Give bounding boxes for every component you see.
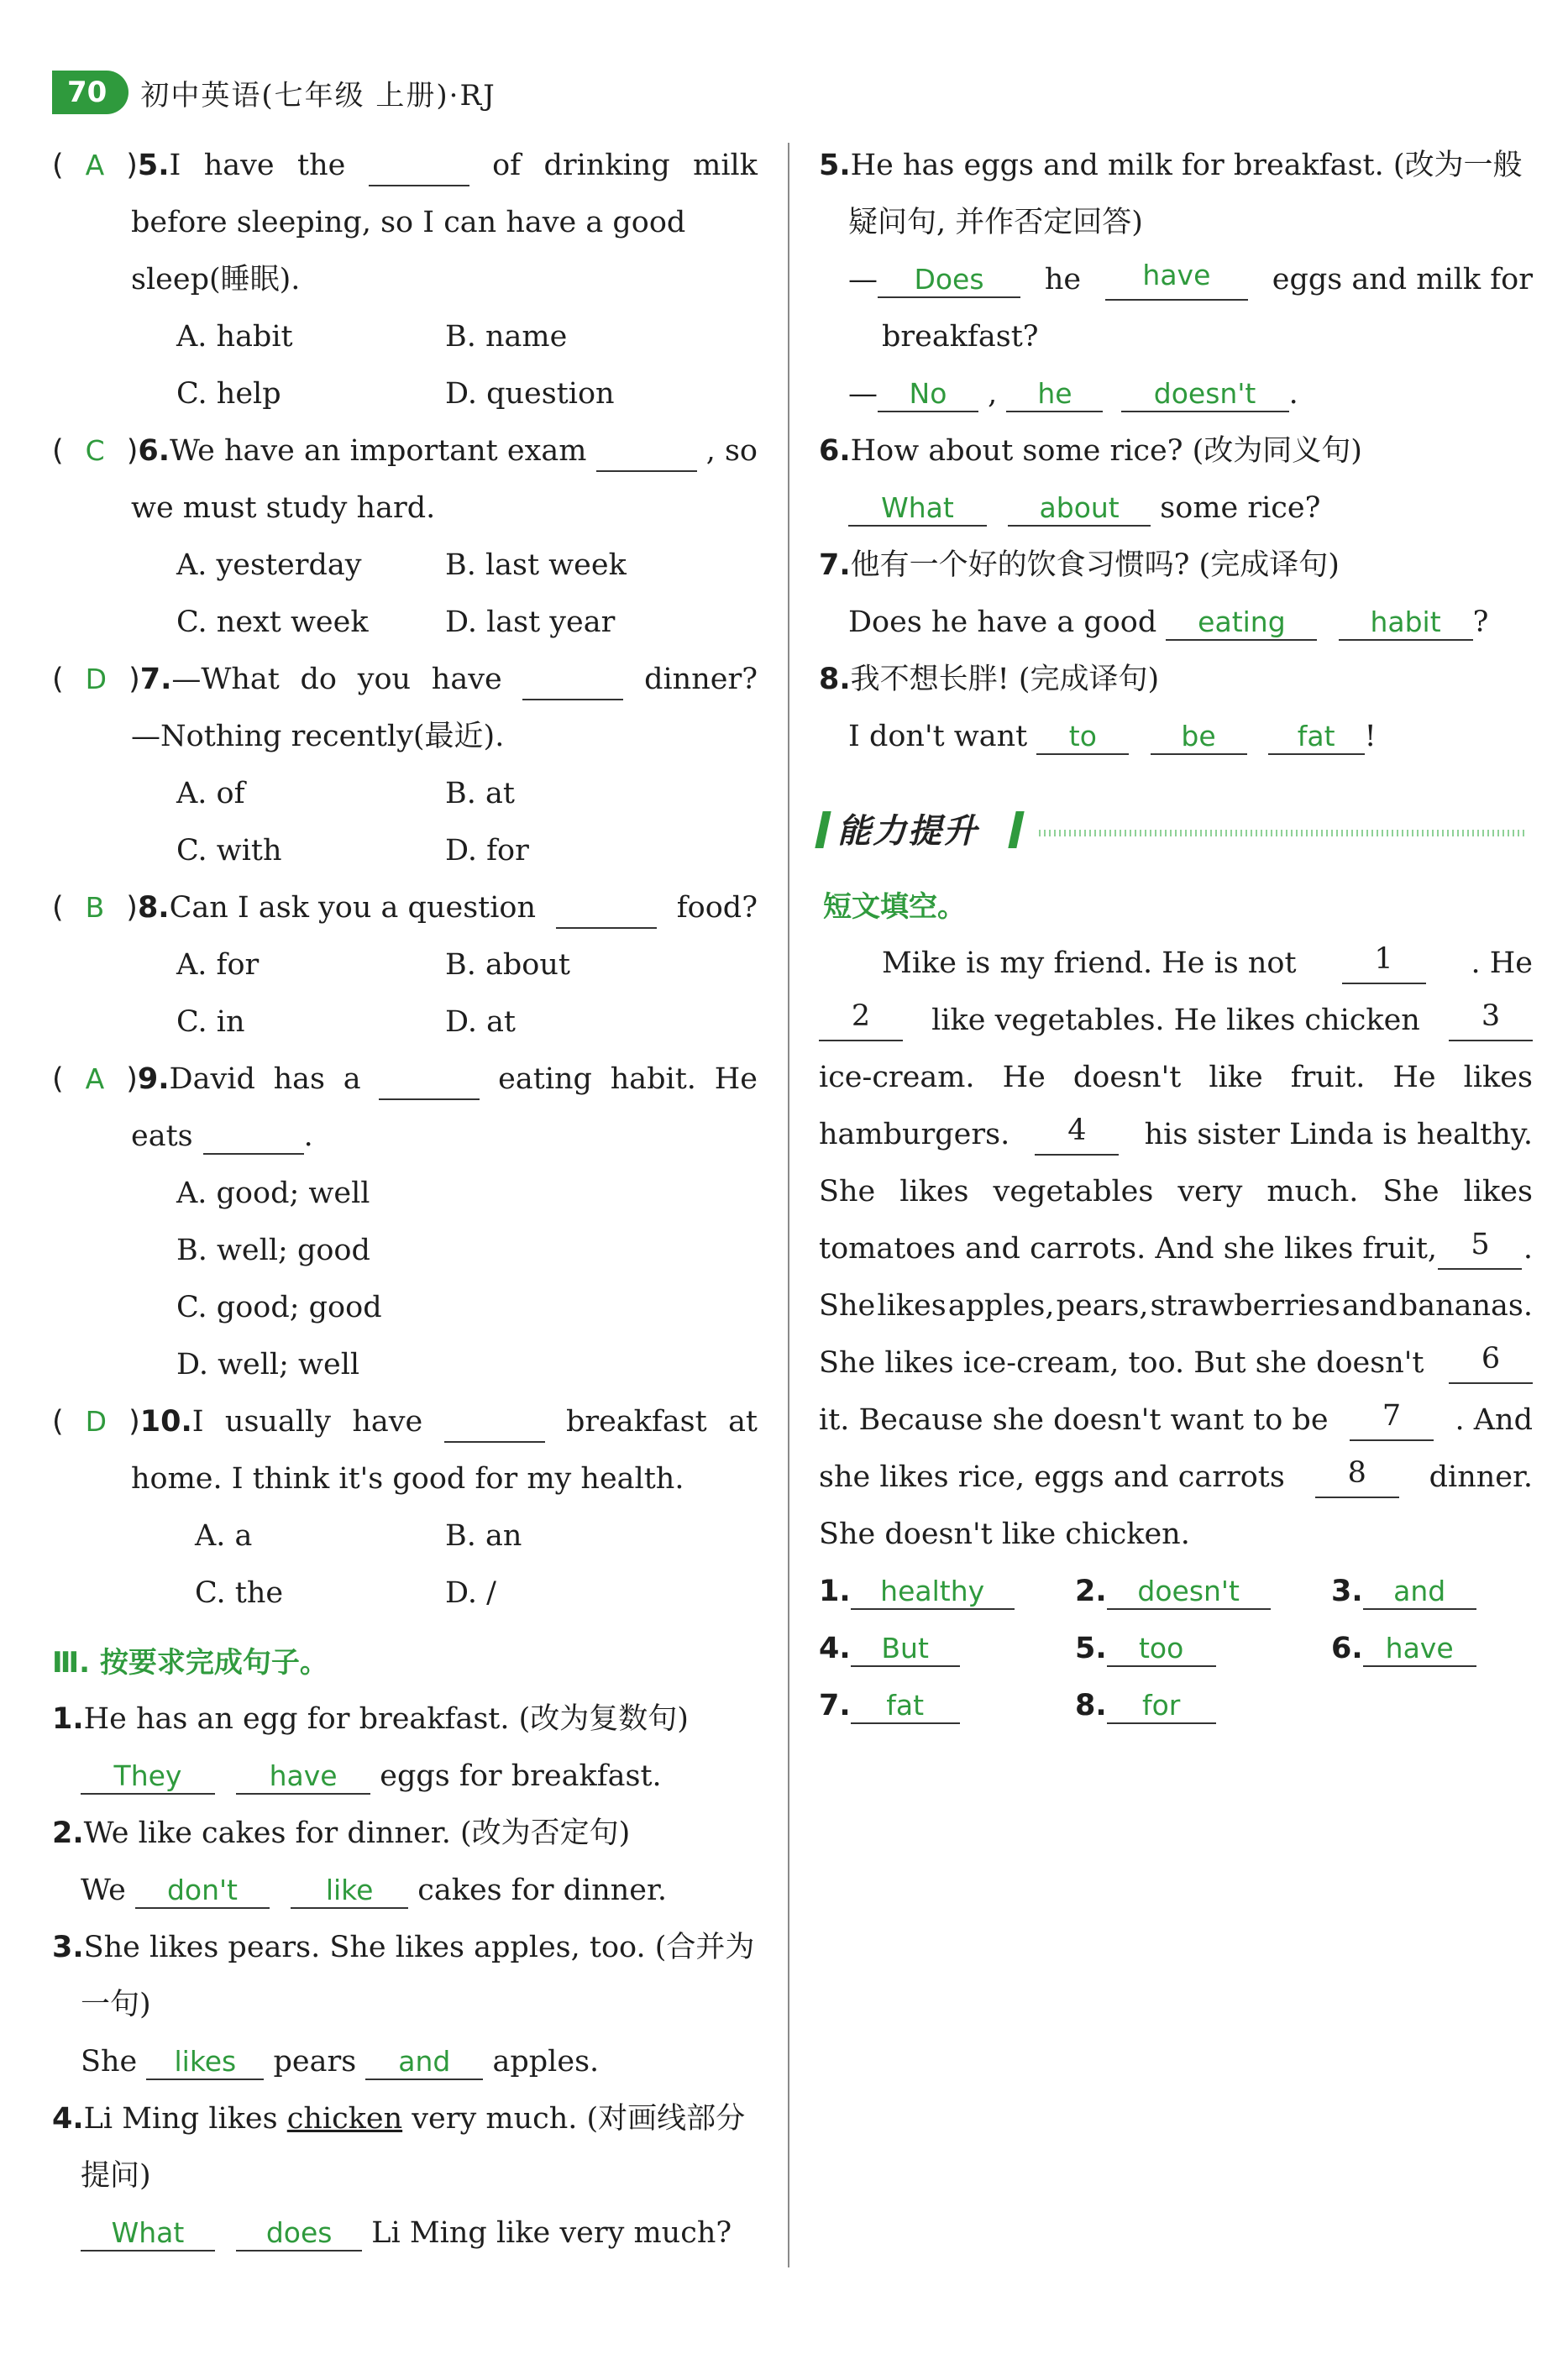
mc-option[interactable]: D. last year <box>445 605 616 639</box>
task-5-question-cont: 疑问句, 并作否定回答) <box>848 206 1143 239</box>
mc-question-cont: we must study hard. <box>131 491 436 525</box>
mc-option[interactable]: A. a <box>195 1519 253 1553</box>
answer-blank[interactable]: fat <box>1268 720 1365 755</box>
task-5-answer-2: — No , he doesn't . <box>848 377 1298 411</box>
passage-line: she likes rice, eggs and carrots 8 dinner. <box>819 1456 1533 1498</box>
answer-blank[interactable]: eating <box>1166 605 1317 641</box>
task-2-question: 2.We like cakes for dinner. (改为否定句) <box>52 1816 631 1850</box>
answer-blank[interactable]: Does <box>878 263 1020 298</box>
mc-answer[interactable]: B <box>85 891 105 924</box>
cloze-answer: 4. But <box>819 1628 960 1670</box>
mc-option[interactable]: B. at <box>445 777 515 810</box>
answer-blank[interactable]: have <box>1105 259 1248 301</box>
mc-question-cont: home. I think it's good for my health. <box>131 1462 684 1496</box>
answer-blank[interactable]: doesn't <box>1107 1575 1271 1610</box>
mc-question-line: ( B )8.Can I ask you a question food? <box>52 887 758 929</box>
answer-blank[interactable]: They <box>81 1759 215 1795</box>
answer-blank[interactable]: likes <box>146 2045 264 2080</box>
banner-bar-left <box>815 811 831 848</box>
answer-blank[interactable]: about <box>1008 491 1151 527</box>
answer-blank[interactable]: healthy <box>851 1575 1015 1610</box>
cloze-answer: 3. and <box>1331 1570 1476 1612</box>
mc-option[interactable]: A. of <box>176 777 245 810</box>
answer-blank[interactable]: have <box>1363 1632 1476 1667</box>
page-header <box>52 69 496 116</box>
column-divider <box>788 143 789 2267</box>
question-number: 10. <box>139 1405 192 1439</box>
task-5-question: 5.He has eggs and milk for breakfast. (改为一般 <box>819 149 1523 182</box>
question-number: 6. <box>138 434 170 468</box>
mc-option[interactable]: B. name <box>445 320 568 354</box>
task-8-answer: I don't want to be fat ! <box>848 720 1377 753</box>
answer-blank[interactable] <box>369 144 469 186</box>
cloze-answer: 7. fat <box>819 1685 960 1727</box>
answer-blank[interactable] <box>444 1401 545 1443</box>
mc-option[interactable]: C. with <box>176 834 282 868</box>
task-2-answer: We don't like cakes for dinner. <box>81 1874 668 1907</box>
answer-blank[interactable] <box>556 887 657 929</box>
cloze-blank[interactable]: 1 <box>1342 942 1426 984</box>
task-1-answer: They have eggs for breakfast. <box>81 1755 662 1797</box>
answer-blank[interactable]: to <box>1036 720 1129 755</box>
answer-blank[interactable]: No <box>878 377 978 412</box>
mc-option[interactable]: B. well; good <box>176 1234 370 1267</box>
cloze-answer: 6. have <box>1331 1628 1476 1670</box>
answer-blank[interactable]: for <box>1107 1689 1216 1724</box>
cloze-blank[interactable]: 7 <box>1350 1399 1434 1441</box>
task-3-question: 3.She likes pears. She likes apples, too. (合并为 <box>52 1931 755 1964</box>
answer-blank[interactable]: habit <box>1339 605 1473 641</box>
passage-line: it. Because she doesn't want to be 7 . And <box>819 1399 1533 1441</box>
mc-question-cont: sleep(睡眠). <box>131 263 301 296</box>
passage-line: Mike is my friend. He is not 1 . He <box>882 942 1533 984</box>
mc-option[interactable]: D. / <box>445 1576 496 1610</box>
mc-option[interactable]: C. next week <box>176 605 369 639</box>
passage-line: hamburgers. 4 his sister Linda is healthy. <box>819 1114 1533 1156</box>
cloze-answer: 8. for <box>1075 1685 1216 1727</box>
mc-question-cont: —Nothing recently(最近). <box>131 720 505 753</box>
answer-blank[interactable]: have <box>236 1759 370 1795</box>
mc-option[interactable]: A. yesterday <box>176 548 362 582</box>
question-number: 5. <box>137 149 170 182</box>
mc-option[interactable]: C. in <box>176 1005 245 1039</box>
mc-option[interactable]: C. the <box>195 1576 284 1610</box>
answer-blank[interactable] <box>203 1119 304 1155</box>
question-number: 9. <box>137 1062 170 1096</box>
mc-answer[interactable]: D <box>85 1405 108 1438</box>
cloze-blank[interactable]: 2 <box>819 999 903 1041</box>
passage-line: tomatoes and carrots. And she likes fruit, 5 . <box>819 1228 1533 1270</box>
passage-line: She likes vegetables very much. She likes <box>819 1175 1533 1208</box>
answer-blank[interactable] <box>596 430 697 472</box>
mc-answer[interactable]: A <box>85 1062 105 1095</box>
task-7-answer: Does he have a good eating habit ? <box>848 605 1489 639</box>
cloze-answer: 2. doesn't <box>1075 1570 1271 1612</box>
passage-line: She likes apples, pears, strawberries and bananas. <box>819 1289 1533 1323</box>
cloze-blank[interactable]: 3 <box>1449 999 1533 1041</box>
task-3-question-cont: 一句) <box>81 1988 151 2021</box>
task-6-question: 6.How about some rice? (改为同义句) <box>819 434 1362 468</box>
mc-option[interactable]: D. question <box>445 377 615 411</box>
task-4-answer: What does Li Ming like very much? <box>81 2212 732 2254</box>
task-7-question: 7.他有一个好的饮食习惯吗? (完成译句) <box>819 548 1340 582</box>
task-3-answer: She likes pears and apples. <box>81 2045 600 2079</box>
answer-blank[interactable]: and <box>365 2045 483 2080</box>
task-8-question: 8.我不想长胖! (完成译句) <box>819 663 1160 696</box>
answer-blank[interactable]: he <box>1006 377 1103 412</box>
passage-line: She likes ice-cream, too. But she doesn't 6 <box>819 1342 1533 1384</box>
task-6-answer: What about some rice? <box>848 487 1320 529</box>
mc-answer[interactable]: A <box>85 149 105 181</box>
answer-blank[interactable]: What <box>81 2216 215 2252</box>
mc-option[interactable]: C. good; good <box>176 1291 382 1324</box>
passage-line: ice-cream. He doesn't like fruit. He likes <box>819 1061 1533 1094</box>
mc-question-cont: eats . <box>131 1119 313 1153</box>
mc-answer[interactable]: C <box>85 434 105 467</box>
mc-option[interactable]: D. at <box>445 1005 516 1039</box>
cloze-blank[interactable]: 4 <box>1035 1114 1119 1156</box>
banner-title: 能力提升 <box>837 812 978 851</box>
cloze-blank[interactable]: 5 <box>1438 1228 1522 1270</box>
task-5-question-end: breakfast? <box>882 320 1039 354</box>
mc-option[interactable]: B. last week <box>445 548 627 582</box>
answer-blank[interactable] <box>379 1058 480 1100</box>
mc-answer[interactable]: D <box>85 663 108 695</box>
question-number: 7. <box>139 663 172 696</box>
page-number: 70 <box>52 71 128 114</box>
cloze-title: 短文填空。 <box>823 890 966 924</box>
mc-option[interactable]: B. an <box>445 1519 522 1553</box>
mc-question-line: ( A )5.I have the of drinking milk <box>52 144 758 186</box>
answer-blank[interactable]: What <box>848 491 987 527</box>
answer-blank[interactable]: don't <box>135 1874 270 1909</box>
mc-question-line: ( C )6.We have an important exam , so <box>52 430 758 472</box>
mc-option[interactable]: C. help <box>176 377 281 411</box>
answer-blank[interactable]: and <box>1363 1575 1476 1610</box>
cloze-blank[interactable]: 8 <box>1315 1456 1399 1498</box>
cloze-answer: 1. healthy <box>819 1570 1015 1612</box>
answer-blank[interactable]: doesn't <box>1121 377 1289 412</box>
section-3-title: Ⅲ. 按要求完成句子。 <box>52 1646 328 1680</box>
cloze-blank[interactable]: 6 <box>1449 1342 1533 1384</box>
banner-dotted-rule <box>1039 830 1526 836</box>
answer-blank[interactable]: fat <box>851 1689 960 1724</box>
answer-blank[interactable]: be <box>1151 720 1247 755</box>
banner-bar-right <box>1008 811 1024 848</box>
passage-line: She doesn't like chicken. <box>819 1518 1190 1551</box>
ability-banner <box>819 805 1533 855</box>
answer-blank[interactable]: too <box>1107 1632 1216 1667</box>
cloze-answer: 5. too <box>1075 1628 1216 1670</box>
mc-option[interactable]: A. good; well <box>176 1177 370 1210</box>
underlined-word: chicken <box>286 2102 403 2136</box>
mc-option[interactable]: D. for <box>445 834 529 868</box>
question-number: 8. <box>137 891 170 925</box>
answer-blank[interactable]: But <box>851 1632 960 1667</box>
mc-option[interactable]: A. for <box>176 948 260 982</box>
mc-question-line: ( D )7.—What do you have dinner? <box>52 658 758 700</box>
answer-blank[interactable] <box>522 658 623 700</box>
mc-question-line: ( D )10.I usually have breakfast at <box>52 1401 758 1443</box>
mc-question-cont: before sleeping, so I can have a good <box>131 206 686 239</box>
answer-blank[interactable]: like <box>291 1874 408 1909</box>
mc-option[interactable]: B. about <box>445 948 570 982</box>
task-5-answer-1: — Does he have eggs and milk for <box>848 259 1533 301</box>
task-4-question-cont: 提问) <box>81 2159 151 2193</box>
mc-question-line: ( A )9.David has a eating habit. He <box>52 1058 758 1100</box>
passage-line: 2 like vegetables. He likes chicken 3 <box>819 999 1533 1041</box>
answer-blank[interactable]: does <box>236 2216 362 2252</box>
mc-option[interactable]: D. well; well <box>176 1348 360 1381</box>
task-4-question: 4.Li Ming likes chicken very much. (对画线部分 <box>52 2102 746 2136</box>
task-1-question: 1.He has an egg for breakfast. (改为复数句) <box>52 1702 689 1736</box>
book-title: 初中英语(七年级 上册)·RJ <box>140 78 496 113</box>
mc-option[interactable]: A. habit <box>176 320 293 354</box>
